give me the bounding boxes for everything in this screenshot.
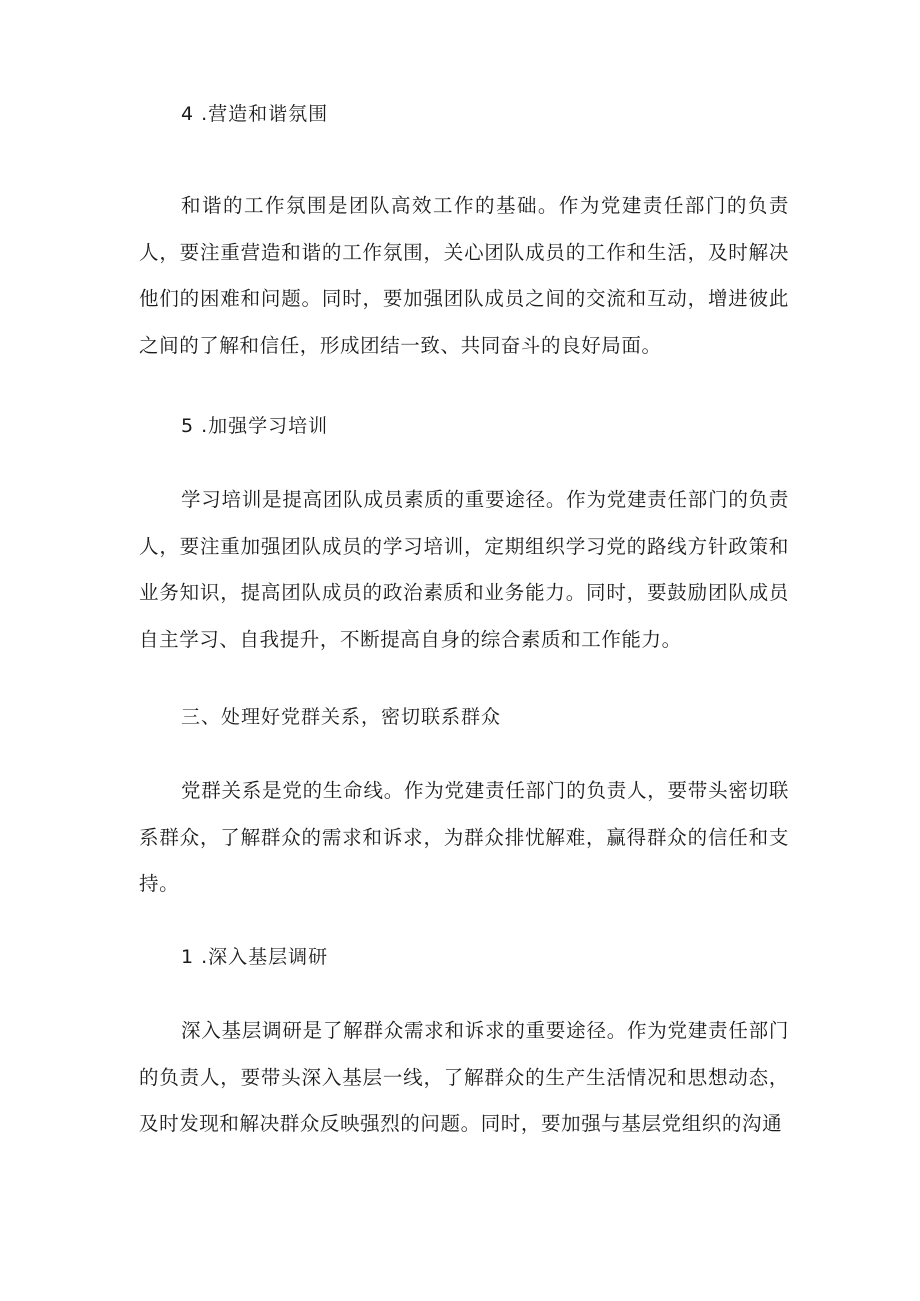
paragraph-harmony: 和谐的工作氛围是团队高效工作的基础。作为党建责任部门的负责人，要注重营造和谐的工作氛围，关心团队成员的工作和生活，及时解决他们的困难和问题。同时，要加强团队成员之间的交流和互动，增进彼此之间的了解和信任，形成团结一致、共同奋斗的良好局面。: [139, 194, 789, 357]
section-heading-1: 1 .深入基层调研: [181, 946, 329, 968]
section-heading-5: 5 .加强学习培训: [181, 415, 329, 437]
paragraph-research: 深入基层调研是了解群众需求和诉求的重要途径。作为党建责任部门的负责人，要带头深入基层一线，了解群众的生产生活情况和思想动态，及时发现和解决群众反映强烈的问题。同时，要加强与基层党组织的沟通: [139, 1019, 789, 1135]
section-heading-4: 4 .营造和谐氛围: [181, 103, 329, 125]
section-heading-three: 三、处理好党群关系，密切联系群众: [181, 706, 502, 728]
paragraph-party-mass: 党群关系是党的生命线。作为党建责任部门的负责人，要带头密切联系群众，了解群众的需求和诉求，为群众排忧解难，赢得群众的信任和支持。: [139, 779, 789, 895]
paragraph-training: 学习培训是提高团队成员素质的重要途径。作为党建责任部门的负责人，要注重加强团队成员的学习培训，定期组织学习党的路线方针政策和业务知识，提高团队成员的政治素质和业务能力。同时，要鼓励团队成员自主学习、自我提升，不断提高自身的综合素质和工作能力。: [139, 488, 789, 651]
